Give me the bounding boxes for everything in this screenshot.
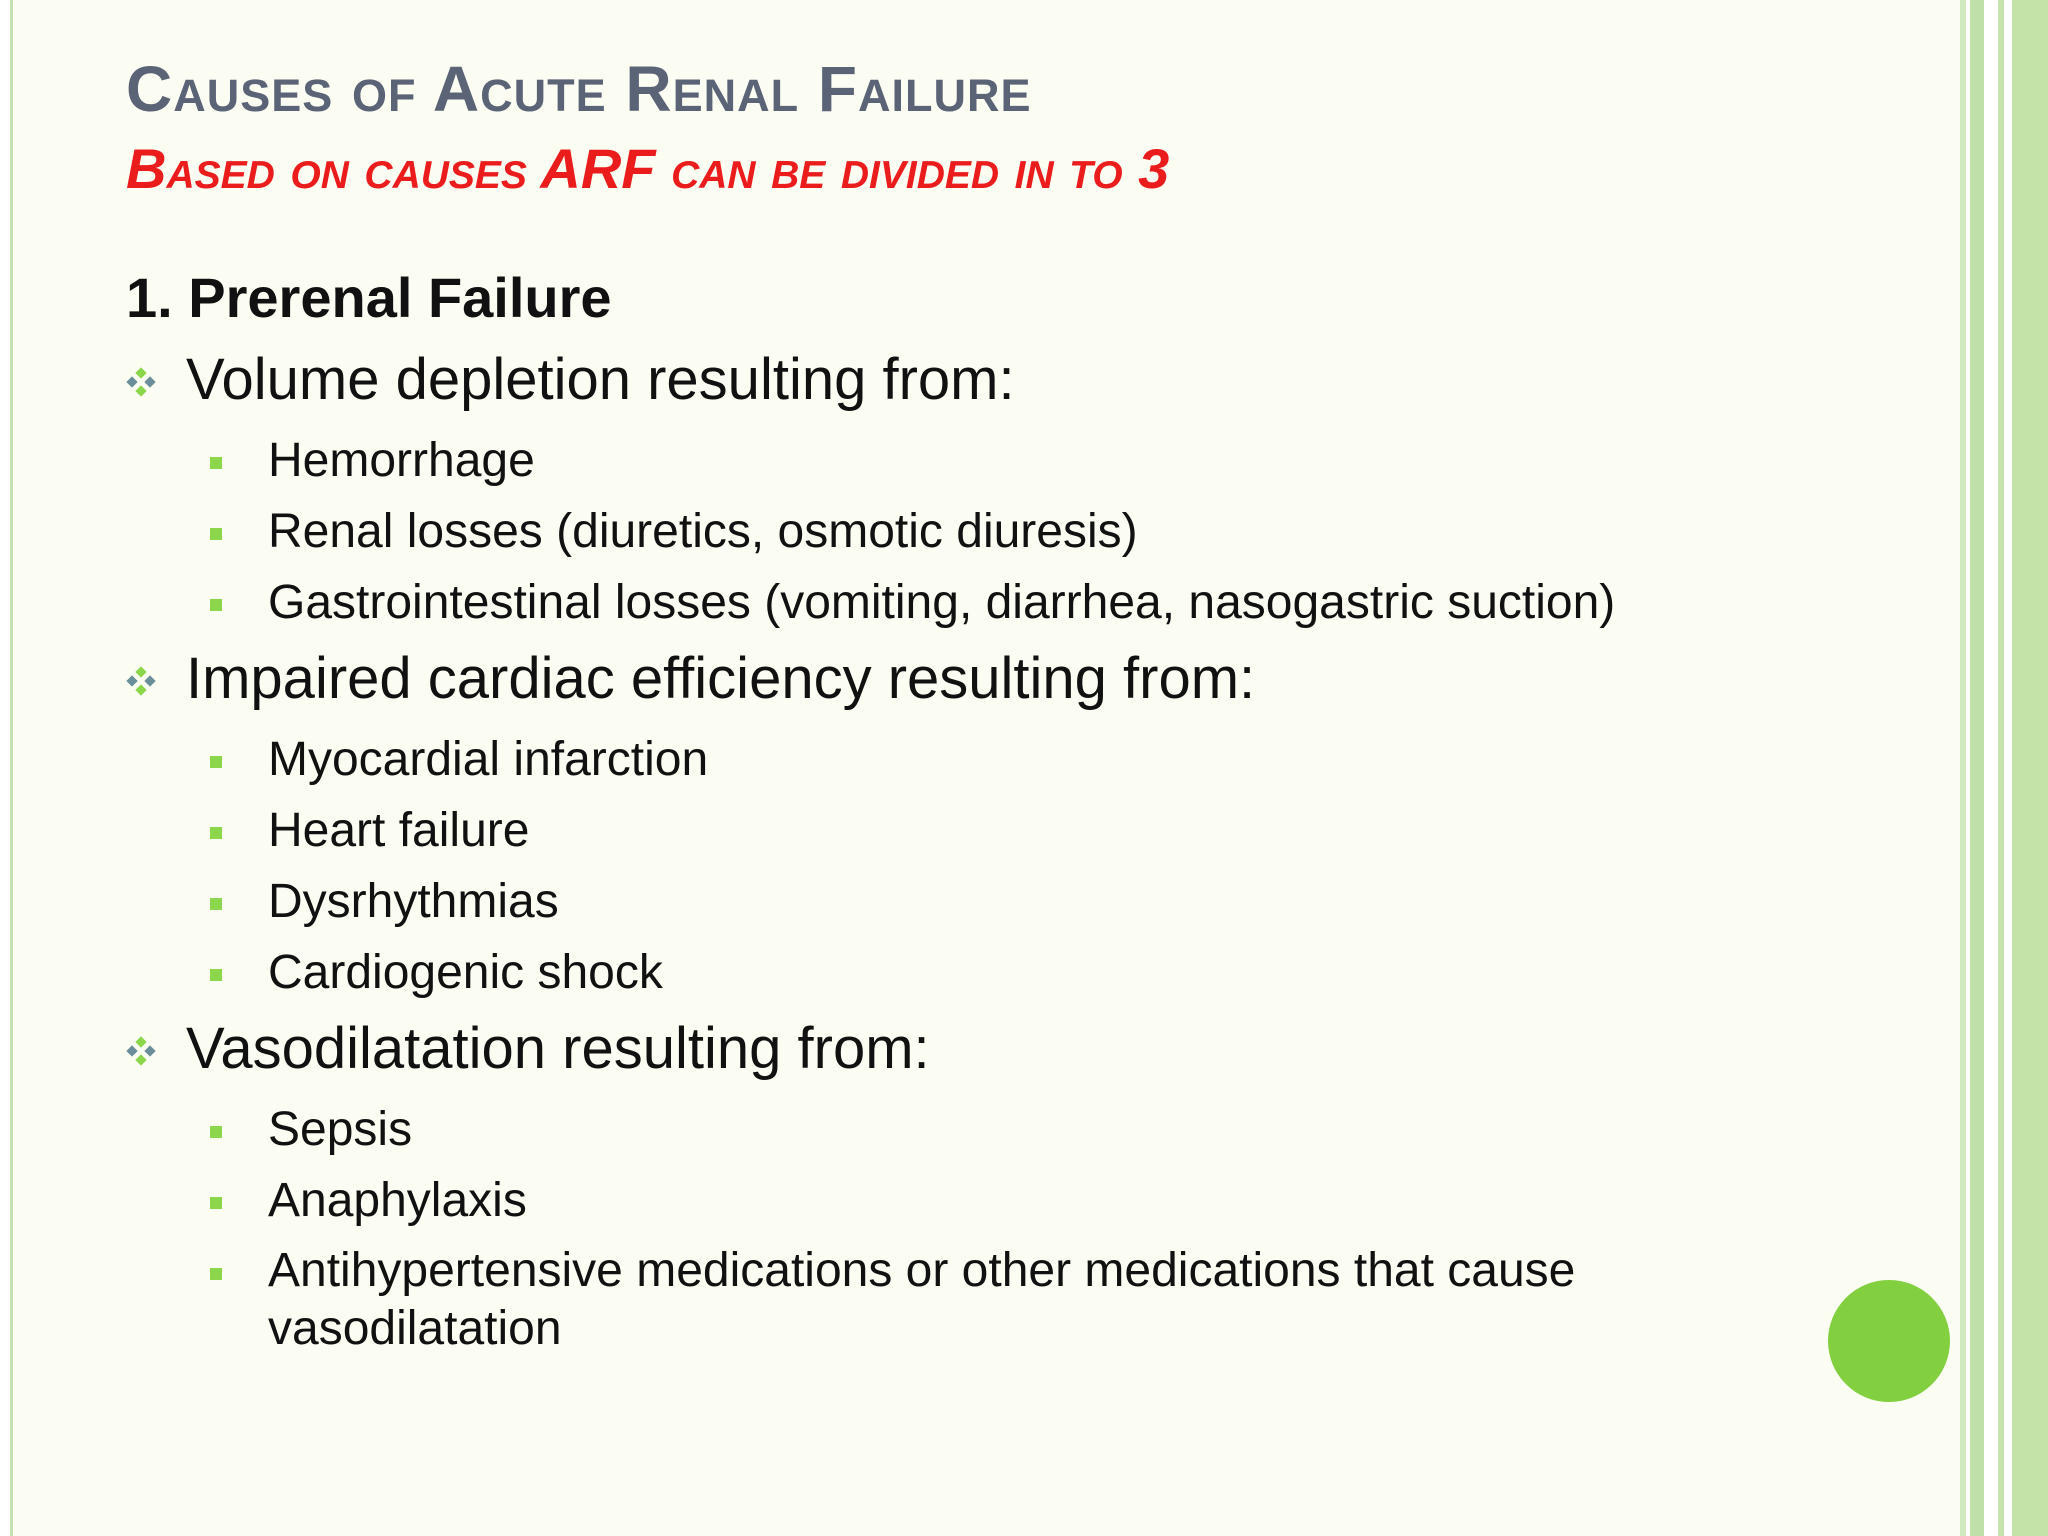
square-bullet-icon (210, 756, 222, 768)
list-item (126, 502, 1826, 562)
diamond-cluster-icon (126, 1036, 156, 1066)
list-item-text: Hemorrhage (268, 434, 535, 487)
stripe (1984, 0, 1998, 1536)
diamond-cluster-icon (126, 367, 156, 397)
square-bullet-icon (210, 457, 222, 469)
square-bullet-icon (210, 969, 222, 981)
square-bullet-icon (210, 827, 222, 839)
list-item-text: Sepsis (268, 1103, 413, 1156)
list-item (126, 872, 1826, 932)
bullet-impaired-cardiac-efficiency (126, 643, 1826, 719)
list-item (126, 801, 1826, 861)
list-item-text: Renal losses (diuretics, osmotic diuresis) (268, 505, 1138, 558)
list-item-text: Cardiogenic shock (268, 946, 663, 999)
square-bullet-icon (210, 1268, 222, 1280)
green-circle-decoration (1828, 1280, 1950, 1402)
list-item (126, 1242, 1808, 1358)
list-item-text: Anaphylaxis (268, 1174, 527, 1227)
right-decoration (1960, 0, 2048, 1536)
stripe (2004, 0, 2012, 1536)
stripe (2012, 0, 2048, 1536)
left-border-line (10, 0, 13, 1536)
list-item (126, 943, 1826, 1003)
slide-body (126, 262, 1826, 1358)
list-item (126, 431, 1826, 491)
square-bullet-icon (210, 1197, 222, 1209)
bullet-vasodilatation (126, 1013, 1826, 1089)
list-item (126, 730, 1826, 790)
bullet-text: Impaired cardiac efficiency resulting from: (186, 646, 1256, 711)
list-item (126, 573, 1826, 633)
stripe (1970, 0, 1984, 1536)
list-item (126, 1100, 1826, 1160)
bullet-text: Volume depletion resulting from: (186, 347, 1015, 412)
slide-title: Causes of Acute Renal Failure (126, 53, 1032, 125)
list-item-text: Myocardial infarction (268, 733, 709, 786)
left-border (0, 0, 14, 1536)
list-item-text: Dysrhythmias (268, 875, 559, 928)
list-item-text: Heart failure (268, 804, 530, 857)
slide-subtitle: Based on causes ARF can be divided in to 3 (126, 137, 1170, 200)
square-bullet-icon (210, 1126, 222, 1138)
list-item-text: Gastrointestinal losses (vomiting, diarrhea, nasogastric suction) (268, 576, 1616, 629)
section-heading: 1. Prerenal Failure (126, 266, 612, 329)
square-bullet-icon (210, 898, 222, 910)
list-item-text: Antihypertensive medications or other medications that cause vasodilatation (268, 1244, 1576, 1355)
square-bullet-icon (210, 599, 222, 611)
list-item (126, 1171, 1826, 1231)
square-bullet-icon (210, 528, 222, 540)
bullet-text: Vasodilatation resulting from: (186, 1016, 930, 1081)
diamond-cluster-icon (126, 666, 156, 696)
bullet-volume-depletion (126, 344, 1826, 420)
